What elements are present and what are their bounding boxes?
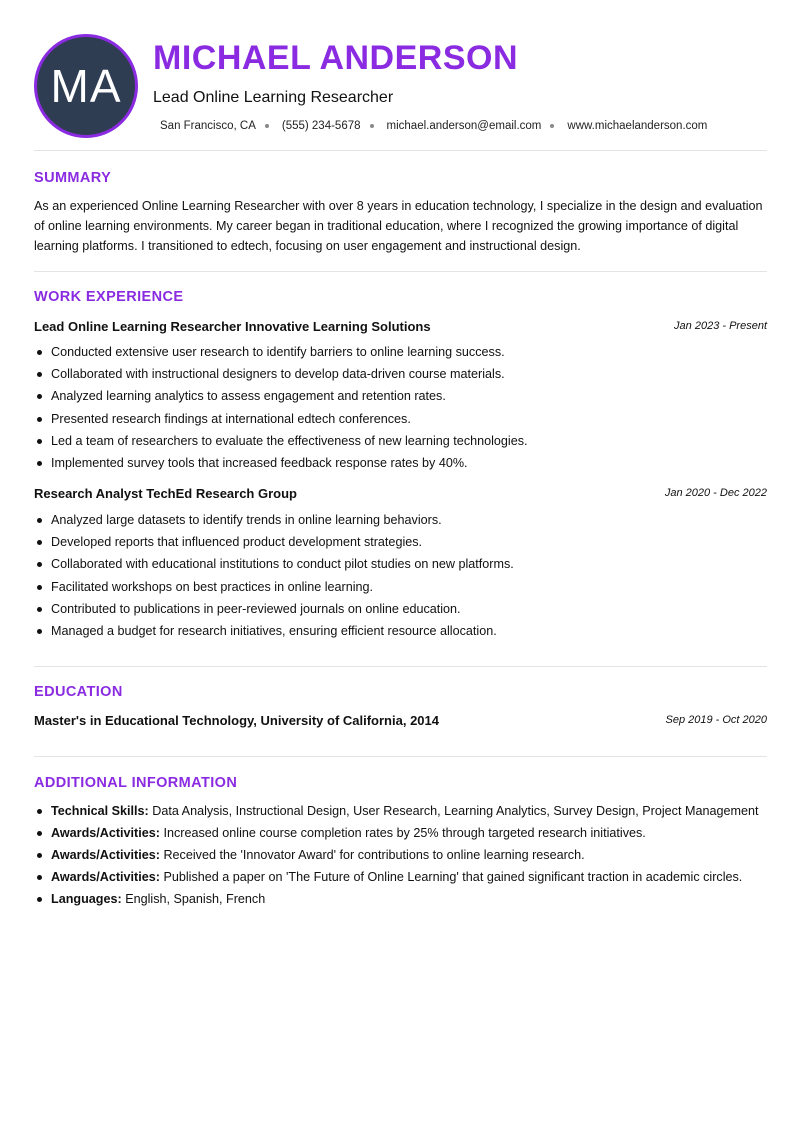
list-item: Implemented survey tools that increased feedback response rates by 40%. bbox=[34, 454, 767, 472]
item-key: Awards/Activities: bbox=[51, 870, 160, 884]
experience-heading: WORK EXPERIENCE bbox=[34, 289, 184, 305]
list-item: Conducted extensive user research to identify barriers to online learning success. bbox=[34, 343, 767, 361]
education-degree: Master's in Educational Technology, University of California, 2014 bbox=[34, 713, 439, 728]
list-item: Presented research findings at international edtech conferences. bbox=[34, 410, 767, 428]
summary-heading: SUMMARY bbox=[34, 170, 112, 186]
item-value: Data Analysis, Instructional Design, User Research, Learning Analytics, Survey Design, Project Management bbox=[152, 804, 759, 818]
contact-website: www.michaelanderson.com bbox=[567, 120, 708, 132]
item-key: Awards/Activities: bbox=[51, 826, 160, 840]
avatar-initials: MA bbox=[50, 60, 122, 112]
summary-text: As an experienced Online Learning Researcher with over 8 years in education technology, I specialize in the design and evaluation of online learning environments. My career began in traditional education, where I recognized the growing importance of digital learning platforms. I transitioned to edtech, focusing on user engagement and instructional design. bbox=[34, 199, 763, 253]
education-date: Sep 2019 - Oct 2020 bbox=[665, 714, 767, 726]
item-key: Technical Skills: bbox=[51, 804, 149, 818]
avatar bbox=[34, 34, 138, 138]
list-item: Facilitated workshops on best practices in online learning. bbox=[34, 578, 767, 596]
contact-location: San Francisco, CA bbox=[160, 120, 256, 132]
job-header bbox=[34, 486, 767, 504]
list-item: Collaborated with instructional designers to develop data-driven course materials. bbox=[34, 365, 767, 383]
item-key: Languages: bbox=[51, 892, 122, 906]
contact-phone: (555) 234-5678 bbox=[281, 120, 361, 132]
list-item: Contributed to publications in peer-reviewed journals on online education. bbox=[34, 600, 767, 618]
list-item: Developed reports that influenced product development strategies. bbox=[34, 533, 767, 551]
list-item: Analyzed large datasets to identify trends in online learning behaviors. bbox=[34, 511, 767, 529]
additional-heading: ADDITIONAL INFORMATION bbox=[34, 775, 238, 791]
list-item: Analyzed learning analytics to assess engagement and retention rates. bbox=[34, 387, 767, 405]
job-date: Jan 2023 - Present bbox=[674, 320, 767, 332]
item-value: Published a paper on 'The Future of Online Learning' that gained significant traction in academic circles. bbox=[163, 870, 743, 884]
job-bullets bbox=[34, 343, 767, 476]
contact-line bbox=[160, 120, 707, 132]
item-value: Received the 'Innovator Award' for contributions to online learning research. bbox=[163, 848, 585, 862]
list-item bbox=[34, 890, 767, 908]
candidate-name: MICHAEL ANDERSON bbox=[153, 39, 519, 77]
job-title: Research Analyst TechEd Research Group bbox=[34, 486, 297, 501]
contact-email: michael.anderson@email.com bbox=[386, 120, 542, 132]
separator-dot bbox=[265, 124, 269, 128]
divider bbox=[34, 150, 767, 151]
job-date: Jan 2020 - Dec 2022 bbox=[664, 487, 767, 499]
item-key: Awards/Activities: bbox=[51, 848, 160, 862]
item-value: English, Spanish, French bbox=[125, 892, 266, 906]
additional-list bbox=[34, 802, 767, 912]
education-entry bbox=[34, 713, 767, 731]
list-item: Led a team of researchers to evaluate the effectiveness of new learning technologies. bbox=[34, 432, 767, 450]
job-title: Lead Online Learning Researcher Innovative Learning Solutions bbox=[34, 319, 431, 334]
education-heading: EDUCATION bbox=[34, 684, 123, 700]
item-value: Increased online course completion rates by 25% through targeted research initiatives. bbox=[163, 826, 646, 840]
list-item: Collaborated with educational institutions to conduct pilot studies on new platforms. bbox=[34, 555, 767, 573]
separator-dot bbox=[370, 124, 374, 128]
separator-dot bbox=[550, 124, 554, 128]
divider bbox=[34, 271, 767, 272]
job-header bbox=[34, 319, 767, 337]
job-bullets bbox=[34, 511, 767, 644]
list-item: Managed a budget for research initiatives, ensuring efficient resource allocation. bbox=[34, 622, 767, 640]
list-item bbox=[34, 846, 767, 864]
list-item bbox=[34, 802, 767, 820]
candidate-role: Lead Online Learning Researcher bbox=[153, 89, 394, 106]
list-item bbox=[34, 824, 767, 842]
list-item bbox=[34, 868, 767, 886]
divider bbox=[34, 666, 767, 667]
divider bbox=[34, 756, 767, 757]
